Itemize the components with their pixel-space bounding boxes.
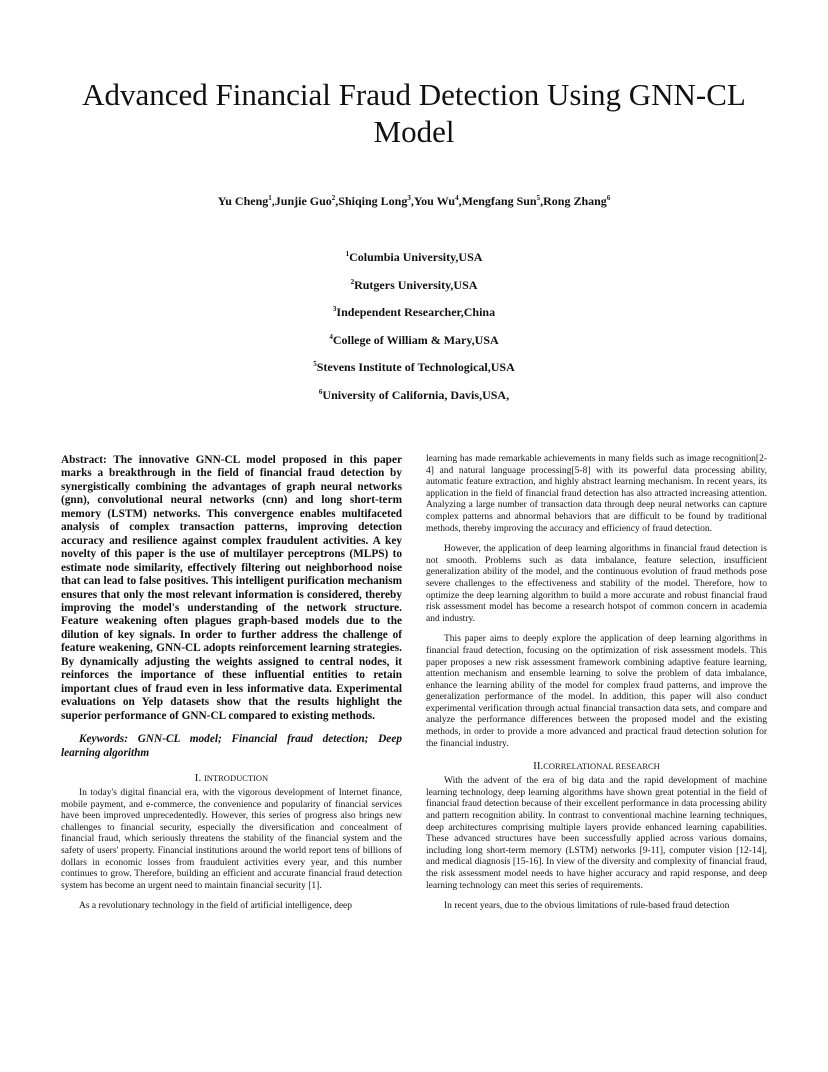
section-heading-correlational-research: II.CORRELATIONAL RESEARCH [533,760,660,773]
affiliation: $^3$Independent Researcher,China [332,305,496,320]
paper-title: Advanced Financial Fraud Detection Using GNN-CL Model [82,77,746,149]
author: Rong Zhang$^6$ [543,194,611,208]
author: Junjie Guo$^2$ [274,194,336,208]
author: Yu Cheng$^1$ [217,194,272,208]
right-column [426,454,767,922]
author: Mengfang Sun$^5$ [461,194,541,208]
section-heading-introduction: I. INTRODUCTION [194,771,269,784]
affiliation-list [60,248,768,414]
author: You Wu$^4$ [413,194,459,208]
paragraph: With the advent of the era of big data and the rapid development of machine learning technology, deep learning algorithms have shown great potential in the field of financial fraud detection because of their excellent performance in data processing ability and pattern recognition ability. In contrast to conventional machine learning techniques, deep architectures comprising multiple layers provide enhanced learning capabilities. These advanced structures have been successfully applied across various domains, including long short-term memory (LSTM) networks [9-11], computer vision [12-14], and medical diagnosis [15-16]. In view of the diversity and complexity of financial fraud, the risk assessment model needs to have higher accuracy and rapid response, and deep learning technology can meet this series of requirements. [426,776,767,891]
author-list: Yu Cheng$^1$,Junjie Guo$^2$,Shiqing Long$^3$,You Wu$^4$,Mengfang Sun$^5$,Rong Zhang$^6$ [217,194,611,208]
paragraph: learning has made remarkable achievements in many fields such as image recognition[2-4] and natural language processing[5-8] with its powerful data processing ability, automatic feature extraction, and highly abstract learning mechanism. In recent years, its application in the field of financial fraud detection has also attracted increasing attention. Analyzing a large number of transaction data through deep neural networks can capture complex patterns and abnormal behaviors that are difficult to be found by traditional methods, thereby improving the accuracy and efficiency of fraud detection. [426,454,767,534]
left-column [61,454,402,922]
keywords: Keywords: GNN-CL model; Financial fraud detection; Deep learning algorithm [61,733,402,759]
affiliation: $^5$Stevens Institute of Technological,USA [313,360,515,375]
author: Shiqing Long$^3$ [338,194,411,208]
paragraph: However, the application of deep learning algorithms in financial fraud detection is not smooth. Problems such as data imbalance, feature selection, insufficient generalization ability of the model, and the continuous evolution of fraud methods pose severe challenges to the effectiveness and stability of the model. Therefore, how to optimize the deep learning algorithm to build a more accurate and robust financial fraud risk assessment model has become a research hotspot of common concern in academia and industry. [426,544,767,624]
paragraph: In recent years, due to the obvious limitations of rule-based fraud detection [444,901,730,912]
paragraph: In today's digital financial era, with the vigorous development of Internet finance, mobile payment, and e-commerce, the convenience and popularity of financial services have been improved unprecedentedly. However, this series of progress also brings new challenges to financial security, especially the diversification and concealment of financial fraud, which seriously threatens the stability of the financial system and the safety of users' property. Financial institutions around the world report tens of billions of dollars in economic losses from fraudulent activities every year, and this number continues to grow. Therefore, building an efficient and accurate financial fraud detection system has become an urgent need to maintain financial security [1]. [61,787,402,891]
affiliation: $^6$University of California, Davis,USA, [318,387,510,402]
abstract: Abstract: The innovative GNN-CL model proposed in this paper marks a breakthrough in the field of financial fraud detection by synergistically combining the advantages of graph neural networks (gnn), convolutional neural networks (cnn) and long short-term memory (LSTM) networks. This convergence enables multifaceted analysis of complex transaction patterns, improving detection accuracy and resilience against complex fraudulent activities. A key novelty of this paper is the use of multilayer perceptrons (MLPS) to estimate node similarity, effectively filtering out neighborhood noise that can lead to false positives. This intelligent purification mechanism ensures that only the most relevant information is considered, thereby improving the model's understanding of the network structure. Feature weakening often plagues graph-based models due to the dilution of key signals. In order to further address the challenge of feature weakening, GNN-CL adopts reinforcement learning strategies. By dynamically adjusting the weights assigned to central nodes, it reinforces the importance of these influential entities to retain important clues of fraud even in less informative data. Experimental evaluations on Yelp datasets show that the results highlight the superior performance of GNN-CL compared to existing methods. [61,454,402,722]
paragraph: This paper aims to deeply explore the application of deep learning algorithms in financial fraud detection, focusing on the optimization of risk assessment models. This paper proposes a new risk assessment framework combining adaptive feature learning, attention mechanism and ensemble learning to solve the problem of data imbalance, enhance the learning ability of the model for complex fraud patterns, and improve the generalization performance of the model. In addition, this paper will also conduct experimental verification through actual financial transaction data sets, and compare and analyze the performance differences between the proposed model and the existing methods, in order to provide a more advanced and practical fraud detection solution for the financial industry. [426,634,767,749]
affiliation: $^4$College of William & Mary,USA [329,332,499,347]
affiliation: $^2$Rutgers University,USA [350,277,478,292]
paragraph: As a revolutionary technology in the field of artificial intelligence, deep [79,901,353,912]
affiliation: $^1$Columbia University,USA [345,250,483,264]
